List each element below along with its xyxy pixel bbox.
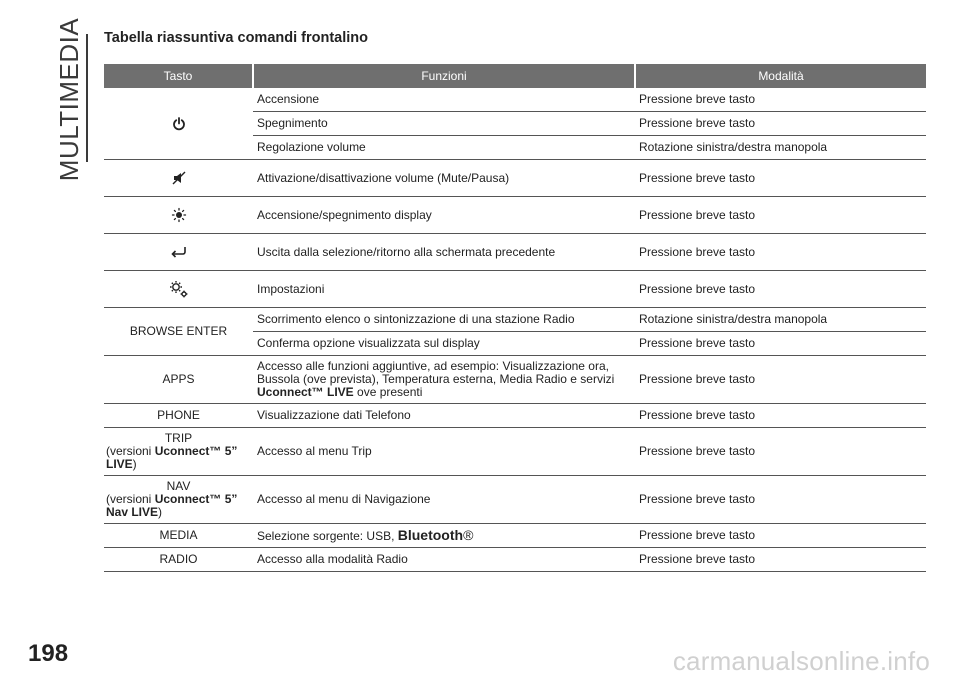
page-title: Tabella riassuntiva comandi frontalino — [104, 30, 369, 46]
table-row — [104, 271, 926, 308]
apps-function-line1: Accesso alle funzioni aggiuntive, ad esempio: Visualizzazione ora, — [257, 359, 609, 373]
table-row — [104, 524, 926, 548]
column-header-modalita: Modalità — [635, 64, 926, 88]
apps-function-tail: ove presenti — [353, 385, 423, 399]
mute-icon — [106, 170, 251, 186]
back-arrow-icon — [106, 246, 251, 258]
mode-cell: Rotazione sinistra/destra manopola — [635, 136, 926, 160]
key-cell-trip — [104, 428, 253, 476]
function-cell: Scorrimento elenco o sintonizzazione di una stazione Radio — [253, 308, 635, 332]
page-number: 198 — [28, 640, 69, 667]
apps-function-product: Uconnect™ LIVE — [257, 385, 354, 399]
key-cell-back — [104, 234, 253, 271]
mode-cell: Pressione breve tasto — [635, 197, 926, 234]
column-header-tasto: Tasto — [104, 64, 253, 88]
mode-cell: Pressione breve tasto — [635, 234, 926, 271]
key-cell-mute — [104, 160, 253, 197]
key-cell-media: MEDIA — [104, 524, 253, 548]
key-cell-nav — [104, 476, 253, 524]
nav-key-label: NAV — [166, 479, 191, 493]
apps-function-line2: Bussola (ove prevista), Temperatura esterna, Media Radio e servizi — [257, 372, 615, 386]
table-row — [104, 356, 926, 404]
media-function-bluetooth: Bluetooth — [397, 526, 464, 543]
table-row — [104, 404, 926, 428]
function-cell: Accensione/spegnimento display — [253, 197, 635, 234]
key-cell-power — [104, 88, 253, 160]
trip-key-label: TRIP — [164, 431, 193, 445]
versions-prefix: (versioni — [106, 444, 155, 458]
table-row — [104, 308, 926, 332]
media-function-prefix: Selezione sorgente: USB, — [257, 528, 398, 543]
function-cell: Accesso alla modalità Radio — [253, 548, 635, 572]
function-cell: Conferma opzione visualizzata sul display — [253, 332, 635, 356]
versions-variant: LIVE — [106, 457, 133, 471]
power-icon — [106, 117, 251, 131]
versions-product: Uconnect™ 5” — [154, 444, 238, 458]
section-label-text: MULTIMEDIA — [54, 17, 85, 181]
side-section-rule — [86, 34, 88, 162]
function-cell: Accesso al menu di Navigazione — [253, 476, 635, 524]
function-cell — [253, 356, 635, 404]
function-cell: Accensione — [253, 88, 635, 112]
display-brightness-icon — [106, 207, 251, 223]
table-row — [104, 160, 926, 197]
mode-cell: Pressione breve tasto — [635, 428, 926, 476]
mode-cell: Pressione breve tasto — [635, 548, 926, 572]
table-row — [104, 88, 926, 112]
mode-cell: Pressione breve tasto — [635, 332, 926, 356]
function-cell — [253, 524, 635, 548]
mode-cell: Pressione breve tasto — [635, 404, 926, 428]
mode-cell: Pressione breve tasto — [635, 160, 926, 197]
key-cell-settings — [104, 271, 253, 308]
key-cell-display — [104, 197, 253, 234]
function-cell: Regolazione volume — [253, 136, 635, 160]
mode-cell: Pressione breve tasto — [635, 271, 926, 308]
function-cell: Spegnimento — [253, 112, 635, 136]
versions-product: Uconnect™ 5” — [154, 492, 238, 506]
media-function-registered: ® — [463, 526, 474, 543]
key-cell-radio: RADIO — [104, 548, 253, 572]
nav-key-versions — [106, 493, 251, 519]
versions-prefix: (versioni — [106, 492, 155, 506]
table-row — [104, 476, 926, 524]
versions-suffix: ) — [132, 457, 137, 471]
mode-cell: Pressione breve tasto — [635, 356, 926, 404]
function-cell: Visualizzazione dati Telefono — [253, 404, 635, 428]
function-cell: Attivazione/disattivazione volume (Mute/Pausa) — [253, 160, 635, 197]
versions-suffix: ) — [158, 505, 163, 519]
table-header-row — [104, 64, 926, 88]
versions-variant: Nav LIVE — [106, 505, 159, 519]
key-cell-apps: APPS — [104, 356, 253, 404]
key-cell-browse-enter: BROWSE ENTER — [104, 308, 253, 356]
mode-cell: Pressione breve tasto — [635, 524, 926, 548]
settings-gear-icon — [106, 279, 251, 299]
table-row — [104, 197, 926, 234]
trip-key-versions — [106, 445, 251, 471]
function-cell: Uscita dalla selezione/ritorno alla schermata precedente — [253, 234, 635, 271]
table-row — [104, 428, 926, 476]
function-cell: Accesso al menu Trip — [253, 428, 635, 476]
function-cell: Impostazioni — [253, 271, 635, 308]
column-header-funzioni: Funzioni — [253, 64, 635, 88]
controls-summary-table — [104, 64, 926, 572]
table-row — [104, 548, 926, 572]
mode-cell: Pressione breve tasto — [635, 476, 926, 524]
mode-cell: Pressione breve tasto — [635, 88, 926, 112]
side-section-label — [54, 17, 85, 181]
key-cell-phone: PHONE — [104, 404, 253, 428]
watermark: carmanualsonline.info — [672, 646, 930, 676]
table-row — [104, 234, 926, 271]
mode-cell: Rotazione sinistra/destra manopola — [635, 308, 926, 332]
mode-cell: Pressione breve tasto — [635, 112, 926, 136]
